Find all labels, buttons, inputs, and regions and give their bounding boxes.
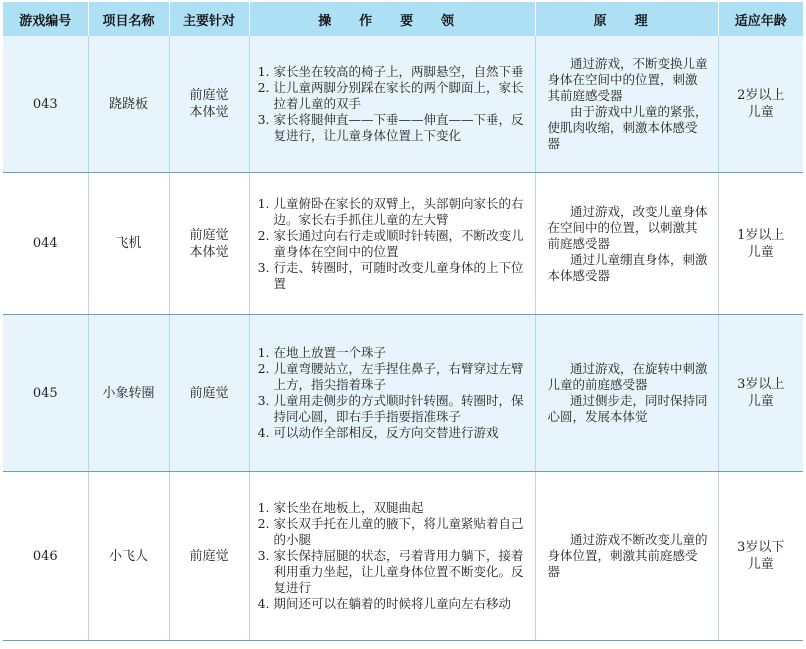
principle-paragraph: 通过游戏，在旋转中刺激儿童的前庭感受器	[547, 361, 708, 392]
header-operation: 操 作 要 领	[249, 2, 535, 36]
operation-step: 1. 在地上放置一个珠子	[274, 345, 531, 361]
operation-step: 3. 行走、转圈时，可随时改变儿童身体的上下位置	[274, 260, 531, 292]
game-id: 043	[3, 36, 88, 173]
operation-steps	[249, 36, 535, 173]
operation-step: 2. 让儿童两脚分别踩在家长的两个脚面上，家长拉着儿童的双手	[274, 80, 531, 112]
operation-step: 3. 儿童用走侧步的方式顺时针转圈。转圈时，保持同心圆，即右手手指要指准珠子	[274, 393, 531, 425]
header-game-id: 游戏编号	[3, 2, 88, 36]
operation-step: 1. 家长坐在较高的椅子上，两脚悬空，自然下垂	[274, 64, 531, 80]
main-target: 前庭觉	[169, 472, 249, 641]
table-row	[3, 173, 803, 315]
age-range: 3岁以上 儿童	[718, 315, 803, 472]
project-name: 飞机	[88, 173, 169, 315]
header-age: 适应年龄	[718, 2, 803, 36]
principle-paragraph: 通过儿童绷直身体，刺激本体感受器	[547, 251, 708, 283]
operation-step: 4. 可以动作全部相反，反方向交替进行游戏	[274, 425, 531, 441]
project-name: 小象转圈	[88, 315, 169, 472]
game-id: 046	[3, 472, 88, 641]
operation-step: 3. 家长将腿伸直——下垂——伸直——下垂，反复进行，让儿童身体位置上下变化	[274, 112, 531, 144]
table-row	[3, 472, 803, 641]
operation-step: 4. 期间还可以在躺着的时候将儿童向左右移动	[274, 596, 531, 612]
principle-paragraph: 通过游戏不断改变儿童的身体位置，刺激其前庭感受器	[547, 532, 708, 579]
operation-step: 2. 儿童弯腰站立，左手捏住鼻子，右臂穿过左臂上方，指尖指着珠子	[274, 361, 531, 393]
principle-paragraph: 通过游戏，不断变换儿童身体在空间中的位置，刺激其前庭感受器	[547, 56, 708, 103]
header-principle: 原 理	[535, 2, 718, 36]
operation-steps	[249, 472, 535, 641]
header-project-name: 项目名称	[88, 2, 169, 36]
principle-paragraph: 由于游戏中儿童的紧张，使肌肉收缩，刺激本体感受器	[547, 104, 708, 151]
games-table	[3, 2, 803, 641]
table-row	[3, 315, 803, 472]
operation-step: 1. 儿童俯卧在家长的双臂上，头部朝向家长的右边。家长右手抓住儿童的左大臂	[274, 196, 531, 228]
operation-step: 2. 家长双手托在儿童的腋下，将儿童紧贴着自己的小腿	[274, 516, 531, 548]
principle	[535, 472, 718, 641]
header-row	[3, 2, 803, 36]
project-name: 跷跷板	[88, 36, 169, 173]
principle	[535, 173, 718, 315]
principle	[535, 315, 718, 472]
game-id: 044	[3, 173, 88, 315]
age-range: 1岁以上 儿童	[718, 173, 803, 315]
operation-steps	[249, 173, 535, 315]
table-row	[3, 36, 803, 173]
operation-step: 1. 家长坐在地板上，双腿曲起	[274, 500, 531, 516]
principle	[535, 36, 718, 173]
age-range: 2岁以上 儿童	[718, 36, 803, 173]
main-target: 前庭觉 本体觉	[169, 36, 249, 173]
project-name: 小飞人	[88, 472, 169, 641]
operation-step: 3. 家长保持屈腿的状态，弓着背用力躺下，接着利用重力坐起，让儿童身体位置不断变化。反复进行	[274, 548, 531, 596]
principle-paragraph: 通过游戏，改变儿童身体在空间中的位置，以刺激其前庭感受器	[547, 203, 708, 251]
principle-paragraph: 通过侧步走，同时保持同心圆，发展本体觉	[547, 393, 708, 424]
age-range: 3岁以下 儿童	[718, 472, 803, 641]
main-target: 前庭觉 本体觉	[169, 173, 249, 315]
game-id: 045	[3, 315, 88, 472]
operation-steps	[249, 315, 535, 472]
operation-step: 2. 家长通过向右行走或顺时针转圈，不断改变儿童身体在空间中的位置	[274, 228, 531, 260]
header-main-target: 主要针对	[169, 2, 249, 36]
main-target: 前庭觉	[169, 315, 249, 472]
